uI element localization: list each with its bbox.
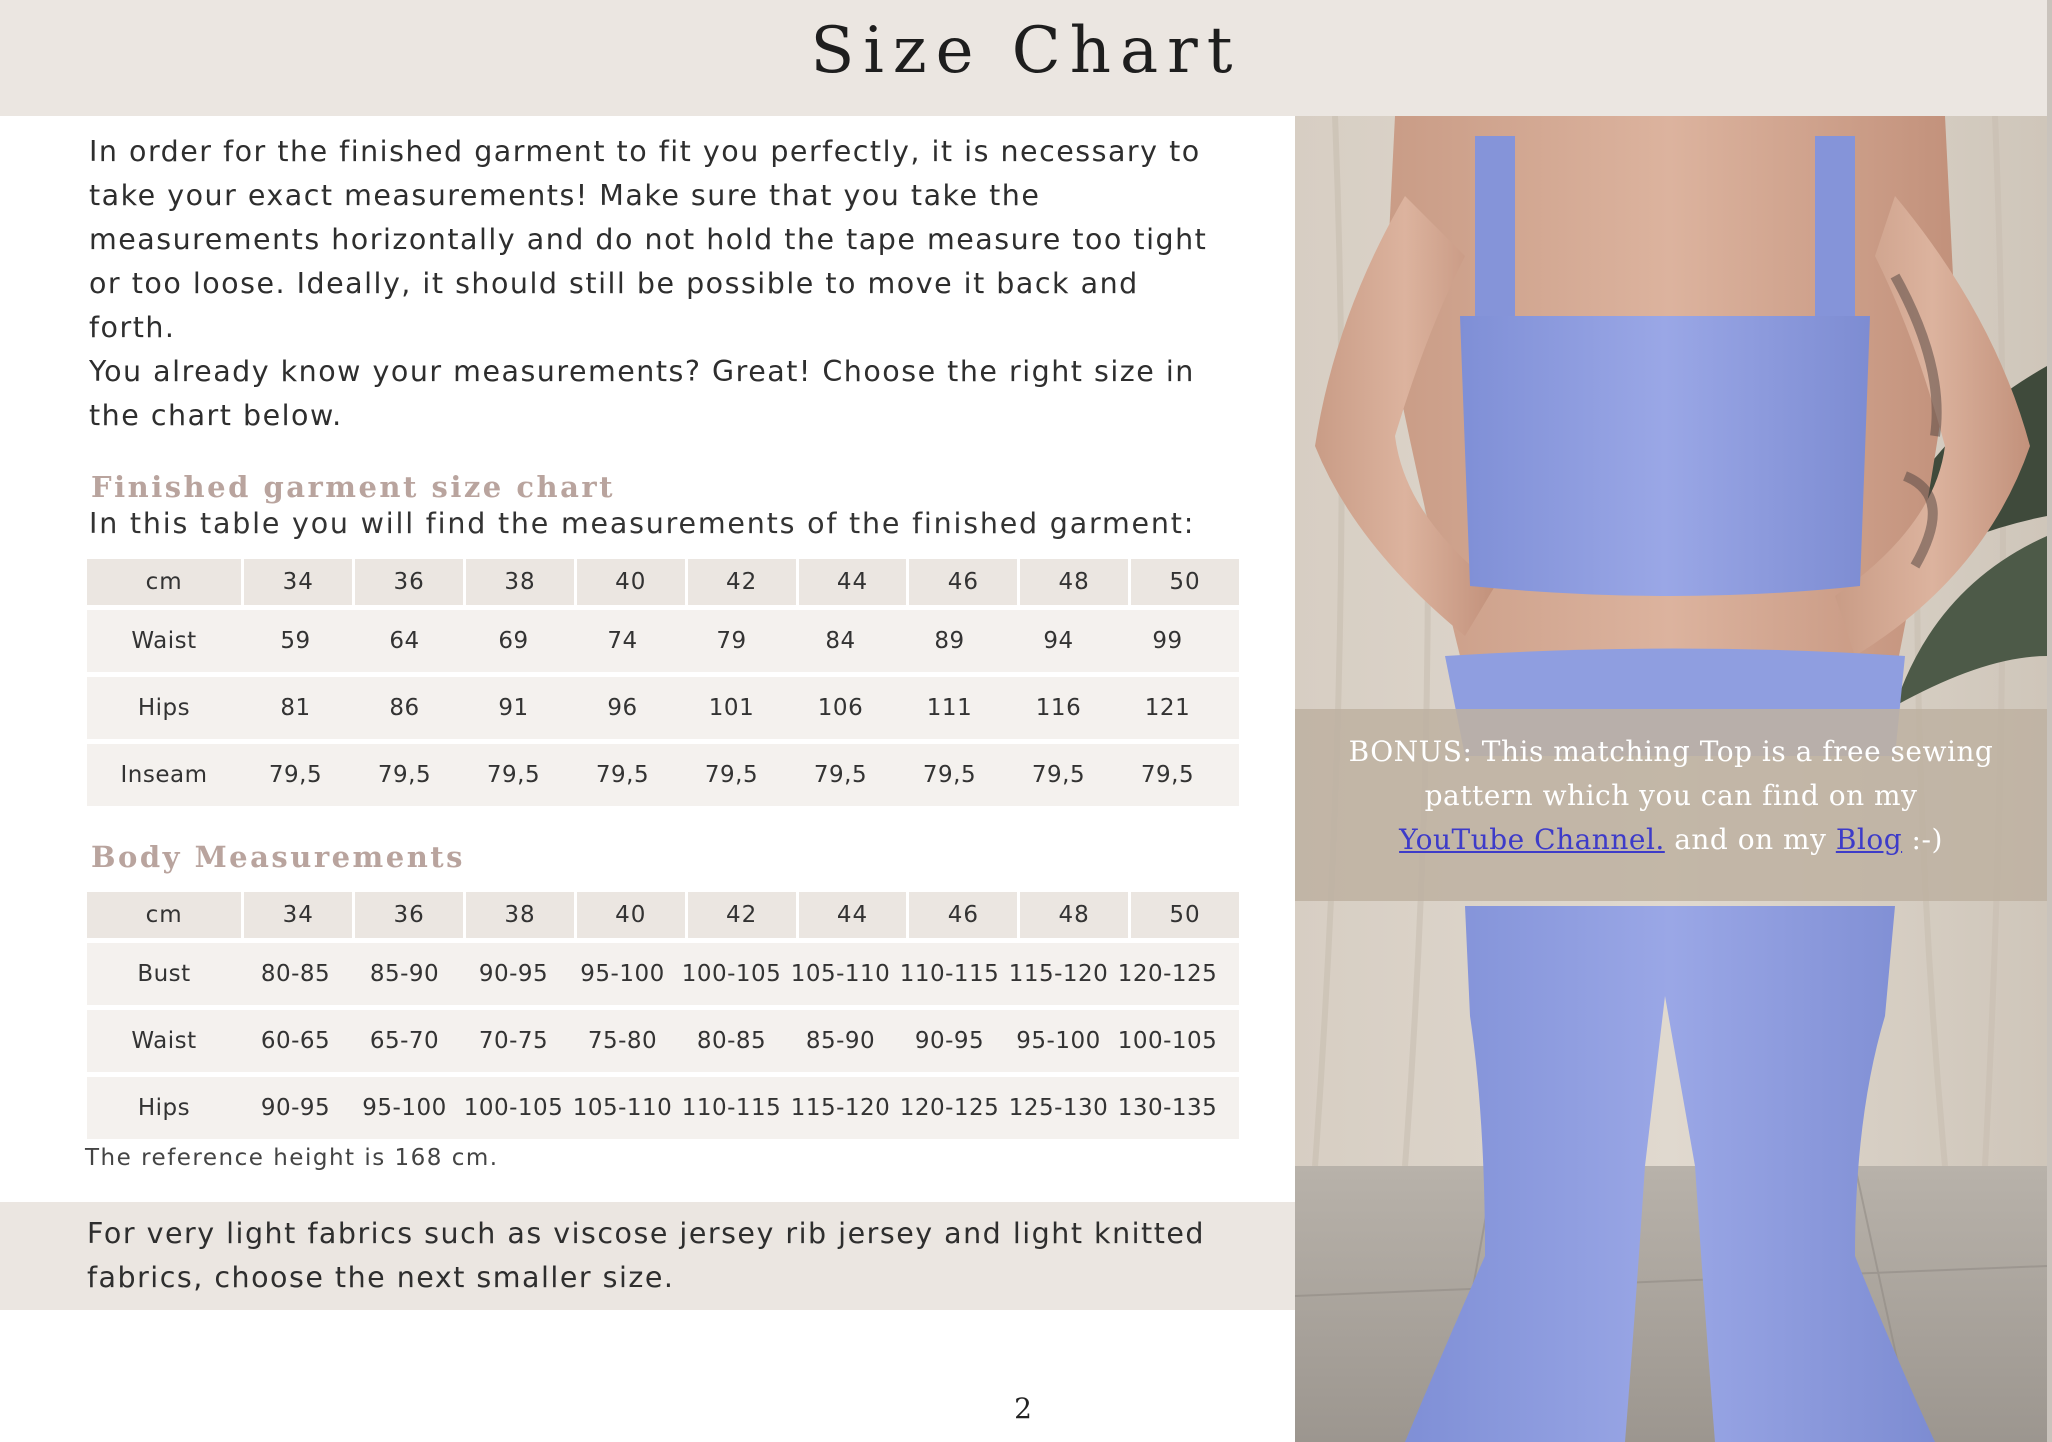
table-cell: 115-120	[790, 1095, 891, 1121]
body-chart-title: Body Measurements	[91, 840, 466, 874]
bonus-text	[1310, 730, 2032, 862]
bonus-text-before: BONUS: This matching Top is a free sewing pattern which you can find on my	[1348, 735, 1994, 812]
intro-text	[89, 130, 1209, 438]
table-cell: 94	[1043, 628, 1074, 654]
table-cell: 100-105	[681, 961, 782, 987]
header-cell: 46	[909, 892, 1017, 938]
table-cell: 95-100	[1016, 1028, 1101, 1054]
finished-chart-subtitle: In this table you will find the measurements of the finished garment:	[89, 507, 1196, 540]
table-cell: 86	[389, 695, 420, 721]
header-cell: 48	[1020, 892, 1128, 938]
header-cell: 38	[466, 892, 574, 938]
table-cell: 75-80	[587, 1028, 658, 1054]
table-cell: 79,5	[595, 762, 650, 788]
table-cell: 90-95	[914, 1028, 985, 1054]
header-cell: 42	[688, 559, 796, 605]
table-cell: 125-130	[1008, 1095, 1109, 1121]
youtube-channel-link[interactable]: YouTube Channel.	[1399, 823, 1665, 856]
table-cell: 90-95	[260, 1095, 331, 1121]
table-cell: 79,5	[486, 762, 541, 788]
table-cell: 95-100	[362, 1095, 447, 1121]
page-title: Size Chart	[810, 14, 1242, 88]
table-cell: 79,5	[922, 762, 977, 788]
intro-paragraph: In order for the finished garment to fit you perfectly, it is necessary to take your exact measurements! Make sure that you take the measurements horizontally and do not hold the tape measure too tight or too loose. Ideally, it should still be possible to move it back and forth.	[89, 135, 1208, 344]
header-cell: cm	[87, 892, 241, 938]
finished-chart-title: Finished garment size chart	[91, 470, 616, 504]
table-cell: 59	[280, 628, 311, 654]
header-cell: 50	[1131, 892, 1239, 938]
table-cell: 110-115	[899, 961, 1000, 987]
header-cell: 36	[355, 559, 463, 605]
header-cell: 36	[355, 892, 463, 938]
header-cell: 50	[1131, 559, 1239, 605]
header-cell: 48	[1020, 559, 1128, 605]
row-label: Waist	[131, 1028, 197, 1054]
table-cell: 80-85	[260, 961, 331, 987]
bonus-text-after: :-)	[1911, 823, 1943, 856]
header-cell: 42	[688, 892, 796, 938]
table-row	[87, 744, 1239, 806]
table-cell: 121	[1144, 695, 1191, 721]
finished-garment-table	[87, 559, 1239, 806]
table-cell: 79,5	[268, 762, 323, 788]
table-cell: 91	[498, 695, 529, 721]
page-edge	[2047, 0, 2052, 1442]
table-cell: 105-110	[790, 961, 891, 987]
table-cell: 100-105	[463, 1095, 564, 1121]
reference-height-note: The reference height is 168 cm.	[85, 1145, 499, 1171]
table-cell: 79,5	[377, 762, 432, 788]
table-cell: 79,5	[1031, 762, 1086, 788]
table-cell: 99	[1152, 628, 1183, 654]
table-cell: 65-70	[369, 1028, 440, 1054]
table-row	[87, 1010, 1239, 1072]
intro-paragraph-2: You already know your measurements? Great! Choose the right size in the chart below.	[89, 355, 1195, 432]
header-cell: cm	[87, 559, 241, 605]
table-cell: 85-90	[369, 961, 440, 987]
table-cell: 90-95	[478, 961, 549, 987]
row-label: Waist	[131, 628, 197, 654]
table-cell: 105-110	[572, 1095, 673, 1121]
fabric-tip: For very light fabrics such as viscose jersey rib jersey and light knitted fabrics, choose the next smaller size.	[87, 1217, 1206, 1294]
table-cell: 79,5	[813, 762, 868, 788]
table-cell: 64	[389, 628, 420, 654]
row-label: Inseam	[120, 762, 208, 788]
row-label: Hips	[137, 695, 191, 721]
header-cell: 44	[799, 559, 907, 605]
table-cell: 79,5	[704, 762, 759, 788]
table-cell: 100-105	[1117, 1028, 1218, 1054]
table-cell: 116	[1035, 695, 1082, 721]
table-row	[87, 1077, 1239, 1139]
header-cell: 44	[799, 892, 907, 938]
table-cell: 79	[716, 628, 747, 654]
body-measurements-table	[87, 892, 1239, 1139]
table-cell: 60-65	[260, 1028, 331, 1054]
table-cell: 85-90	[805, 1028, 876, 1054]
table-cell: 101	[708, 695, 755, 721]
table-cell: 111	[926, 695, 973, 721]
table-cell: 110-115	[681, 1095, 782, 1121]
table-cell: 70-75	[478, 1028, 549, 1054]
table-row	[87, 677, 1239, 739]
header-cell: 46	[909, 559, 1017, 605]
header-cell: 34	[244, 892, 352, 938]
table-cell: 120-125	[1117, 961, 1218, 987]
blog-link[interactable]: Blog	[1835, 823, 1903, 856]
table-cell: 115-120	[1008, 961, 1109, 987]
header-cell: 38	[466, 559, 574, 605]
row-label: Bust	[137, 961, 191, 987]
table-cell: 106	[817, 695, 864, 721]
table-cell: 81	[280, 695, 311, 721]
table-cell: 84	[825, 628, 856, 654]
table-cell: 89	[934, 628, 965, 654]
table-cell: 96	[607, 695, 638, 721]
table-cell: 79,5	[1140, 762, 1195, 788]
header-cell: 40	[577, 559, 685, 605]
table-cell: 69	[498, 628, 529, 654]
header-cell: 40	[577, 892, 685, 938]
bonus-text-middle: and on my	[1674, 823, 1827, 856]
page-number: 2	[1014, 1392, 1032, 1425]
table-header-row	[87, 559, 1239, 605]
table-cell: 95-100	[580, 961, 665, 987]
table-cell: 80-85	[696, 1028, 767, 1054]
header-cell: 34	[244, 559, 352, 605]
table-cell: 120-125	[899, 1095, 1000, 1121]
table-header-row	[87, 892, 1239, 938]
row-label: Hips	[137, 1095, 191, 1121]
table-cell: 74	[607, 628, 638, 654]
table-row	[87, 610, 1239, 672]
table-row	[87, 943, 1239, 1005]
table-cell: 130-135	[1117, 1095, 1218, 1121]
